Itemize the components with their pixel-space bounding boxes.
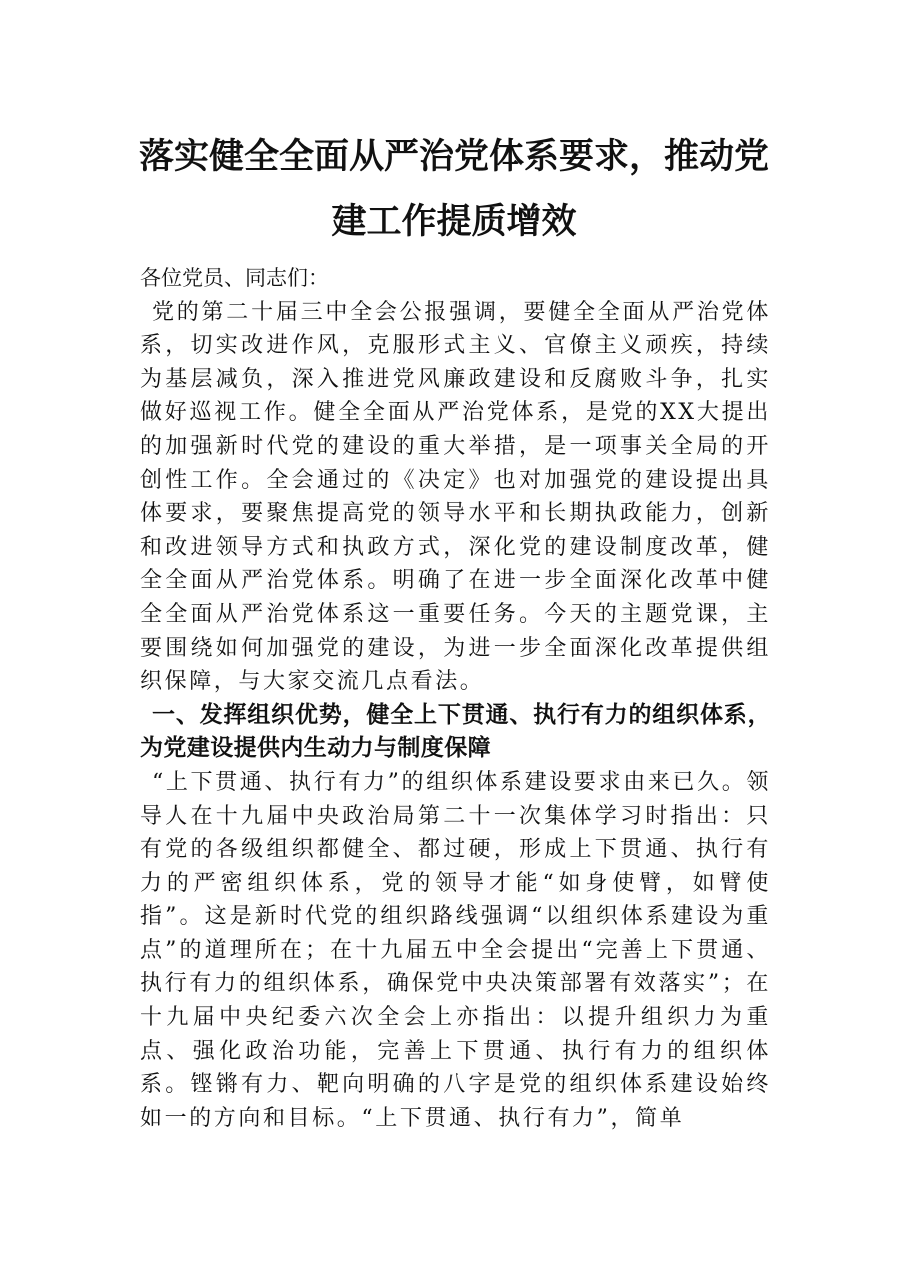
section-heading-1: 一、发挥组织优势，健全上下贯通、执行有力的组织体系，为党建设提供内生动力与制度保障 [140, 701, 771, 762]
paragraph-intro: 党的第二十届三中全会公报强调，要健全全面从严治党体系，切实改进作风，克服形式主义、官僚主义顽疾，持续为基层减负，深入推进党风廉政建设和反腐败斗争，扎实做好巡视工作。健全全面从严治党体系，是党的XX大提出的加强新时代党的建设的重大举措，是一项事关全局的开创性工作。全会通过的《决定》也对加强党的建设提出具体要求，要聚焦提高党的领导水平和长期执政能力，创新和改进领导方式和执政方式，深化党的建设制度改革，健全全面从严治党体系。明确了在进一步全面深化改革中健全全面从严治党体系这一重要任务。今天的主题党课，主要围绕如何加强党的建设，为进一步全面深化改革提供组织保障，与大家交流几点看法。 [140, 299, 771, 695]
paragraph-section-1: “上下贯通、执行有力”的组织体系建设要求由来已久。领导人在十九届中央政治局第二十一次集体学习时指出：只有党的各级组织都健全、都过硬，形成上下贯通、执行有力的严密组织体系，党的领导才能“如身使臂，如臂使指”。这是新时代党的组织路线强调“以组织体系建设为重点”的道理所在；在十九届五中全会提出“完善上下贯通、执行有力的组织体系，确保党中央决策部署有效落实”；在十九届中央纪委六次全会上亦指出：以提升组织力为重点、强化政治功能，完善上下贯通、执行有力的组织体系。铿锵有力、靶向明确的八字是党的组织体系建设始终如一的方向和目标。“上下贯通、执行有力”，简单 [140, 769, 771, 1131]
document-title-line-1: 落实健全全面从严治党体系要求，推动党 [138, 136, 769, 177]
document-title-line-2: 建工作提质增效 [331, 201, 577, 242]
document-body [140, 262, 771, 1135]
salutation: 各位党员、同志们： [140, 266, 329, 290]
